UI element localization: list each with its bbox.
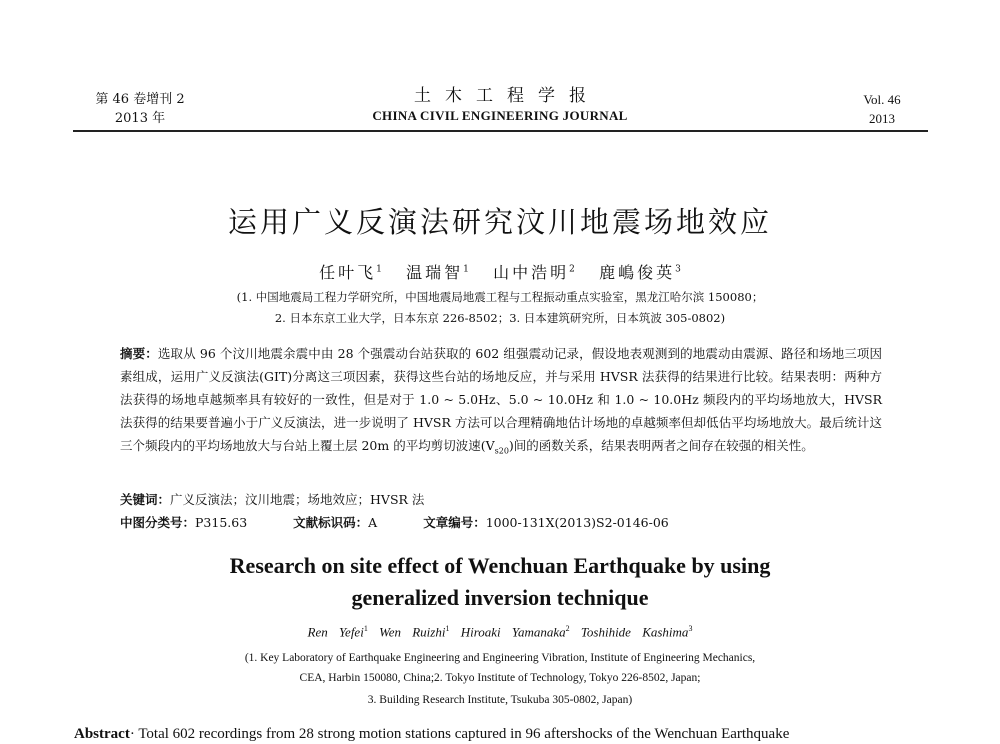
doc-code-value: A (368, 515, 378, 530)
keywords-label: 关键词： (120, 492, 171, 507)
abstract-en-text: Total 602 recordings from 28 strong motion stations captured in 96 aftershocks of the Wenchuan Earthquake (138, 726, 790, 742)
author-name: 鹿嶋俊英 (599, 263, 676, 282)
classification-line (120, 513, 900, 533)
article-number-label: 文章编号： (423, 515, 486, 530)
author-sup-en: 1 (363, 624, 368, 633)
year-en: 2013 (869, 111, 895, 126)
header-rule (73, 130, 928, 132)
abstract-en (74, 724, 934, 744)
author-sup: 1 (463, 264, 469, 275)
running-header-right (852, 90, 912, 128)
affiliation-en-line: (1. Key Laboratory of Earthquake Engineering and Engineering Vibration, Institute of Engineering Mechanics, (244, 652, 756, 664)
vs-subscript: s20 (494, 446, 509, 456)
keywords-line (120, 490, 424, 510)
doc-code-label: 文献标识码： (293, 515, 369, 530)
article-number-field (423, 513, 669, 533)
author-name-en: Hiroaki Yamanaka (460, 624, 566, 640)
author-name-en: Toshihide Kashima (580, 624, 689, 640)
author-name-en: Wen Ruizhi (379, 624, 446, 640)
abstract-text: 选取从 96 个汶川地震余震中由 28 个强震动台站获取的 602 组强震动记录，假设地表观测到的地震动由震源、路径和场地三项因素组成，运用广义反演法(GIT)分离这三项因素，获得这些台站的场地反应，并与采用 HVSR 法获得的结果进行比较。结果表明：两种方法获得的场地卓越频率具有较好的一致性，但是对于 1.0 ~ 5.0Hz、5.0 ~ 10.0Hz 和 1.0 ~ 10.0Hz 频段内的平均场地放大，HVSR 法获得的结果要普遍小于广义反演法，进一步说明了 HVSR 方法可以合理精确地估计场地的卓越频率但却低估平均场地放大。最后统计这三个频段内的平均场地放大与台站上覆土层 20m 的平均剪切波速(V (120, 346, 882, 453)
author-sup: 2 (569, 264, 575, 275)
affiliation-en-line: 3. Building Research Institute, Tsukuba 305-0802, Japan) (367, 694, 633, 706)
keywords-text: 广义反演法；汶川地震；场地效应；HVSR 法 (170, 492, 425, 507)
author-list-cn (0, 260, 1000, 283)
paper-title-cn: 运用广义反演法研究汶川地震场地效应 (227, 205, 772, 239)
affiliation-en-line: CEA, Harbin 150080, China;2. Tokyo Institute of Technology, Tokyo 226-8502, Japan; (299, 672, 701, 684)
running-header-left (92, 90, 188, 128)
author-sup-en: 2 (565, 624, 570, 633)
clc-field (120, 513, 247, 533)
author-sup-en: 1 (445, 624, 450, 633)
paper-title-en (0, 550, 1000, 614)
clc-value: P315.63 (195, 515, 248, 530)
abstract-cn (120, 342, 882, 463)
clc-label: 中图分类号： (120, 515, 196, 530)
author-name-en: Ren Yefei (307, 624, 364, 640)
author-name: 温瑞智 (406, 263, 464, 282)
journal-name-en: CHINA CIVIL ENGINEERING JOURNAL (372, 108, 628, 123)
running-header-center (330, 85, 670, 125)
volume-en: Vol. 46 (863, 92, 901, 107)
abstract-en-label: Abstract (74, 726, 130, 742)
title-en-line: Research on site effect of Wenchuan Earthquake by using (229, 553, 771, 578)
author-name: 任叶飞 (319, 263, 377, 282)
affiliation-line: (1. 中国地震局工程力学研究所，中国地震局地震工程与工程振动重点实验室，黑龙江哈尔滨 150080； (236, 290, 764, 304)
article-number-value: 1000-131X(2013)S2-0146-06 (485, 515, 669, 530)
abstract-en-sep: · (129, 726, 139, 742)
doc-code-field (293, 513, 377, 533)
author-sup-en: 3 (688, 624, 693, 633)
author-sup: 1 (376, 264, 382, 275)
year: 2013 年 (114, 111, 166, 126)
journal-name-cn: 土木工程学报 (414, 86, 600, 106)
author-sup: 3 (675, 264, 681, 275)
volume-issue: 第 46 卷增刊 2 (95, 92, 185, 107)
affiliation-line: 2. 日本东京工业大学，日本东京 226-8502；3. 日本建筑研究所，日本筑波 305-0802) (274, 311, 726, 325)
abstract-text-end: )间的函数关系，结果表明两者之间存在较强的相关性。 (508, 438, 814, 453)
author-name: 山中浩明 (493, 263, 570, 282)
title-en-line: generalized inversion technique (351, 585, 649, 610)
abstract-label: 摘要： (120, 346, 158, 361)
author-list-en (0, 624, 1000, 640)
